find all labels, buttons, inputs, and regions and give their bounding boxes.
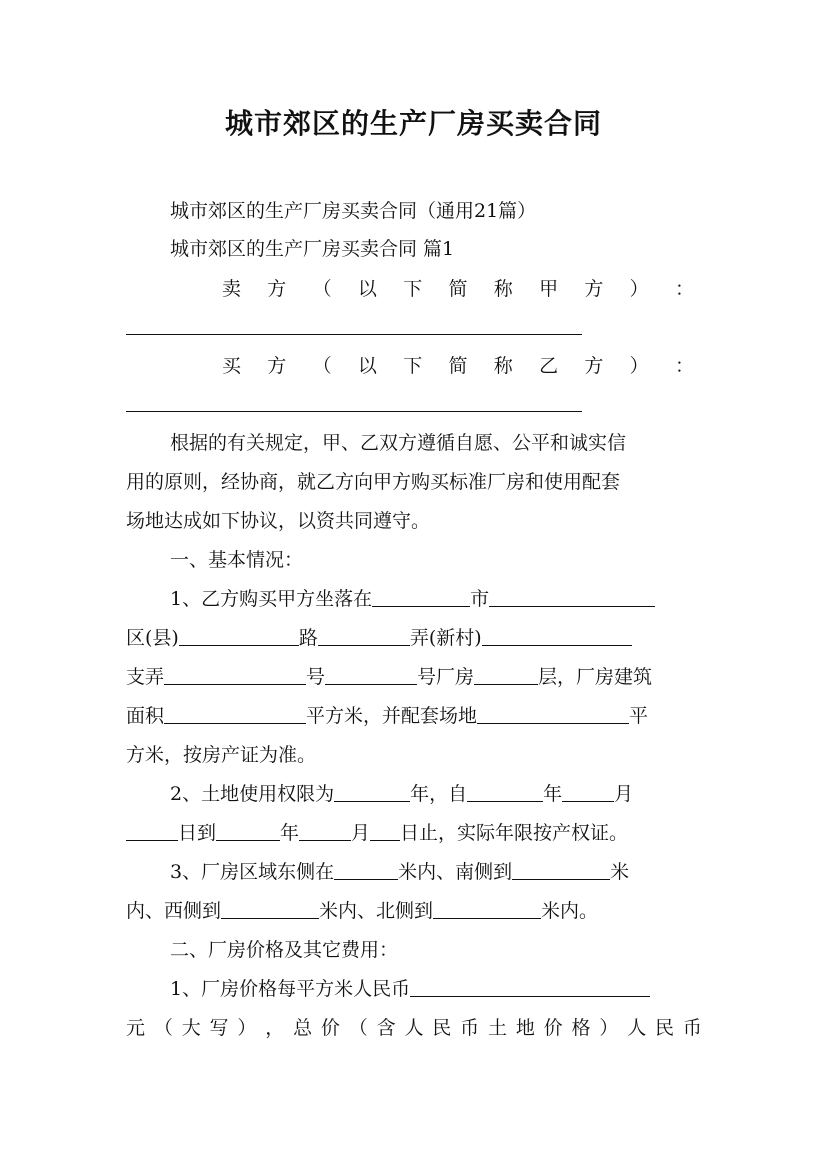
fill-blank [512, 855, 610, 880]
fill-blank [318, 621, 410, 646]
text: 支弄 [126, 666, 165, 688]
fill-blank [126, 816, 178, 841]
spaced-char: ） [599, 1017, 619, 1039]
spaced-char: 简 [448, 278, 468, 300]
spaced-char: 民 [432, 1017, 452, 1039]
section-heading: 一、基本情况： [170, 549, 304, 571]
fill-blank [467, 777, 543, 802]
spaced-char: 下 [403, 355, 423, 377]
fill-blank [372, 582, 470, 607]
spaced-char: （ [312, 278, 332, 300]
fill-blank [164, 699, 306, 724]
fill-blank [433, 894, 541, 919]
spaced-char: 格 [571, 1017, 591, 1039]
fill-blank [299, 816, 351, 841]
item1-line2 [126, 619, 702, 657]
text: 1、厂房价格每平方米人民币 [170, 978, 411, 1000]
spaced-char: 卖 [222, 278, 242, 300]
fill-blank [334, 777, 410, 802]
spaced-char: 元 [126, 1017, 146, 1039]
text: 日止，实际年限按产权证。 [400, 822, 629, 844]
seller-blank [126, 334, 582, 335]
text: 面积 [126, 705, 165, 727]
fill-blank [179, 621, 299, 646]
spaced-char: （ [348, 1017, 368, 1039]
buyer-blank [126, 411, 582, 412]
spaced-char: 币 [682, 1017, 702, 1039]
spaced-char: ） [629, 355, 649, 377]
fill-blank [562, 777, 614, 802]
spaced-char: 含 [376, 1017, 396, 1039]
item1-line4 [126, 697, 702, 735]
spaced-char: （ [153, 1017, 173, 1039]
fill-blank [474, 660, 538, 685]
spaced-char: 人 [627, 1017, 647, 1039]
text: 米内、南侧到 [398, 861, 513, 883]
text: 日到 [178, 822, 217, 844]
spaced-char: 写 [209, 1017, 229, 1039]
text: 平 [629, 705, 649, 727]
item1-line5: 方米，按房产证为准。 [126, 744, 317, 766]
fill-blank [410, 972, 650, 997]
subtitle-line: 城市郊区的生产厂房买卖合同（通用21篇） [170, 200, 537, 222]
spaced-char: ： [674, 278, 694, 300]
chapter-heading: 城市郊区的生产厂房买卖合同 篇1 [170, 238, 455, 260]
spaced-char: ： [674, 355, 694, 377]
fill-blank [482, 621, 632, 646]
text: 内、西侧到 [126, 900, 222, 922]
item3-line1 [126, 853, 702, 891]
text: 米 [610, 861, 630, 883]
spaced-char: 简 [448, 355, 468, 377]
spaced-char: （ [312, 355, 332, 377]
price-line2 [126, 1009, 702, 1047]
text: 平方米，并配套场地 [306, 705, 478, 727]
text: 3、厂房区域东侧在 [170, 861, 335, 883]
spaced-char: 以 [357, 278, 377, 300]
item1-line3 [126, 658, 702, 696]
spaced-char: 总 [293, 1017, 313, 1039]
intro-line: 场地达成如下协议，以资共同遵守。 [126, 510, 431, 532]
spaced-char: 价 [543, 1017, 563, 1039]
fill-blank [334, 855, 398, 880]
text: 月 [351, 822, 371, 844]
item2-line1 [126, 775, 702, 813]
spaced-char: 方 [584, 355, 604, 377]
intro-line: 用的原则，经协商，就乙方向甲方购买标准厂房和使用配套 [126, 471, 621, 493]
price-line1 [126, 970, 702, 1008]
intro-line: 根据的有关规定，甲、乙双方遵循自愿、公平和诚实信 [170, 432, 627, 454]
text: 弄(新村) [409, 627, 482, 649]
item2-line2 [126, 814, 702, 852]
spaced-char: 甲 [539, 278, 559, 300]
spaced-char: ， [265, 1017, 285, 1039]
document-title: 城市郊区的生产厂房买卖合同 [224, 107, 602, 140]
spaced-char: 价 [320, 1017, 340, 1039]
spaced-char: 下 [403, 278, 423, 300]
spaced-char: 方 [267, 278, 287, 300]
text: 层，厂房建筑 [538, 666, 653, 688]
text: 2、土地使用权限为 [170, 783, 335, 805]
text: 号 [306, 666, 326, 688]
fill-blank [370, 816, 400, 841]
spaced-char: 称 [493, 278, 513, 300]
text: 年 [280, 822, 300, 844]
spaced-char: 币 [460, 1017, 480, 1039]
text: 年，自 [410, 783, 468, 805]
fill-blank [216, 816, 280, 841]
text: 米内。 [541, 900, 599, 922]
fill-blank [221, 894, 319, 919]
spaced-char: ） [629, 278, 649, 300]
text: 路 [298, 627, 318, 649]
spaced-char: 方 [267, 355, 287, 377]
spaced-char: 称 [493, 355, 513, 377]
text: 1、乙方购买甲方坐落在 [170, 588, 373, 610]
spaced-char: 以 [357, 355, 377, 377]
text: 区(县) [126, 627, 179, 649]
text: 米内、北侧到 [319, 900, 434, 922]
seller-label-line [222, 270, 694, 308]
text: 号厂房 [417, 666, 475, 688]
text: 月 [614, 783, 634, 805]
item3-line2 [126, 892, 702, 930]
spaced-char: ） [237, 1017, 257, 1039]
text: 市 [470, 588, 490, 610]
spaced-char: 乙 [539, 355, 559, 377]
spaced-char: 买 [222, 355, 242, 377]
fill-blank [489, 582, 655, 607]
spaced-char: 民 [655, 1017, 675, 1039]
spaced-char: 人 [404, 1017, 424, 1039]
fill-blank [477, 699, 629, 724]
fill-blank [325, 660, 417, 685]
spaced-char: 土 [487, 1017, 507, 1039]
item1-line1 [126, 580, 702, 618]
section-heading: 二、厂房价格及其它费用： [170, 939, 399, 961]
fill-blank [164, 660, 306, 685]
spaced-char: 方 [584, 278, 604, 300]
spaced-char: 地 [515, 1017, 535, 1039]
buyer-label-line [222, 347, 694, 385]
spaced-char: 大 [181, 1017, 201, 1039]
text: 年 [543, 783, 563, 805]
